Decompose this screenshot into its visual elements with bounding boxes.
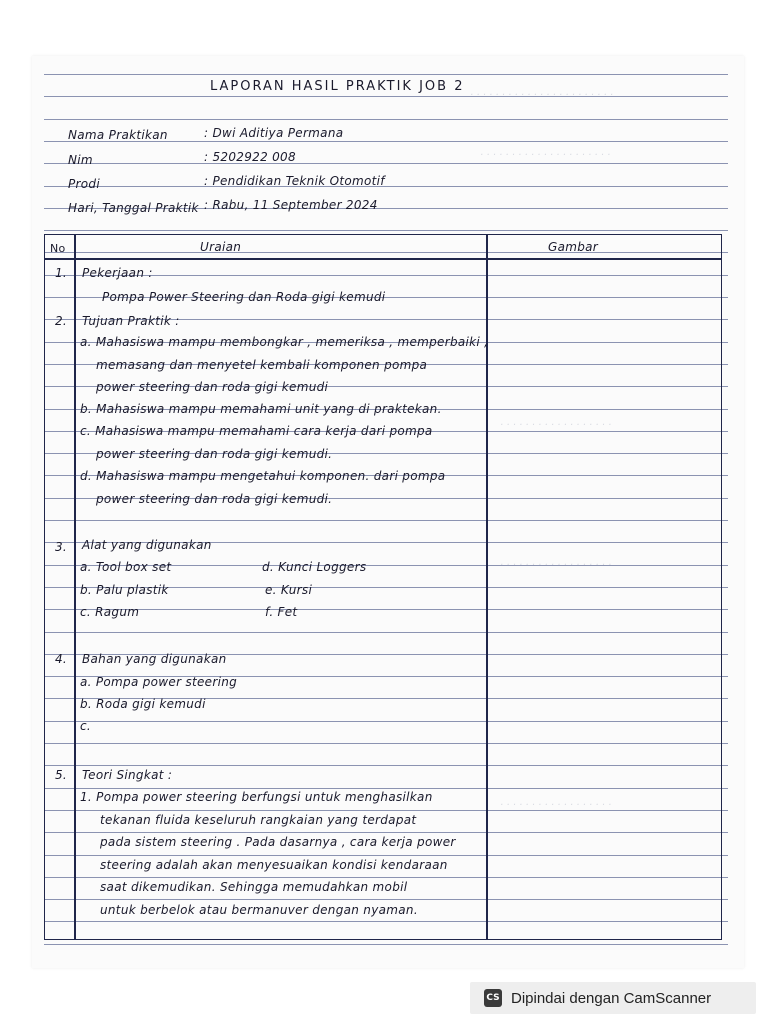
ruled-line: [44, 230, 728, 231]
camscanner-text: Dipindai dengan CamScanner: [511, 989, 712, 1007]
identity-value-name: : Dwi Aditiya Permana: [204, 126, 344, 140]
bleed-through-text: · · · · · · · · · · · · · · · · · ·: [500, 420, 612, 431]
text-line: tekanan fluida keseluruh rangkaian yang terdapat: [100, 813, 417, 827]
identity-label-name: Nama Praktikan: [68, 128, 168, 142]
bleed-through-text: · · · · · · · · · · · · · · · · · ·: [500, 560, 612, 571]
tool-item: c. Ragum: [80, 605, 140, 619]
section-heading-alat: Alat yang digunakan: [82, 538, 212, 552]
text-line: 1. Pompa power steering berfungsi untuk menghasilkan: [80, 790, 433, 804]
material-item: a. Pompa power steering: [80, 675, 238, 689]
section-number: 1.: [55, 266, 68, 280]
text-line: Pompa Power Steering dan Roda gigi kemudi: [102, 290, 386, 304]
text-line: c. Mahasiswa mampu memahami cara kerja dari pompa: [80, 424, 433, 438]
ruled-line: [44, 74, 728, 75]
text-line: untuk berbelok atau bermanuver dengan nyaman.: [100, 903, 418, 917]
tool-item: a. Tool box set: [80, 560, 172, 574]
section-heading-bahan: Bahan yang digunakan: [82, 652, 227, 666]
text-line: b. Mahasiswa mampu memahami unit yang di praktekan.: [80, 402, 442, 416]
camscanner-watermark: [470, 982, 756, 1014]
material-item: b. Roda gigi kemudi: [80, 697, 206, 711]
ruled-line: [44, 944, 728, 945]
identity-label-nim: Nim: [68, 153, 93, 167]
section-heading-tujuan: Tujuan Praktik :: [82, 314, 180, 328]
ruled-line: [44, 163, 728, 164]
bleed-through-text: · · · · · · · · · · · · · · · · · · · · ·: [480, 150, 611, 161]
table-header-divider: [44, 258, 722, 260]
report-title: LAPORAN HASIL PRAKTIK JOB 2: [210, 79, 465, 94]
identity-label-prodi: Prodi: [68, 177, 100, 191]
ruled-line: [44, 119, 728, 120]
identity-label-date: Hari, Tanggal Praktik: [68, 201, 199, 215]
ruled-line: [44, 96, 728, 97]
tool-item: b. Palu plastik: [80, 583, 169, 597]
section-number: 3.: [55, 540, 68, 554]
text-line: power steering dan roda gigi kemudi.: [96, 447, 333, 461]
text-line: d. Mahasiswa mampu mengetahui komponen. dari pompa: [80, 469, 446, 483]
table-header-uraian: Uraian: [200, 240, 242, 254]
ruled-line: [44, 186, 728, 187]
identity-value-prodi: : Pendidikan Teknik Otomotif: [204, 174, 385, 188]
material-item: c.: [80, 719, 92, 733]
text-line: memasang dan menyetel kembali komponen pompa: [96, 358, 428, 372]
section-number: 5.: [55, 768, 68, 782]
tool-item: e. Kursi: [265, 583, 313, 597]
tool-item: f. Fet: [265, 605, 298, 619]
identity-value-nim: : 5202922 008: [204, 150, 296, 164]
section-number: 2.: [55, 314, 68, 328]
text-line: pada sistem steering . Pada dasarnya , cara kerja power: [100, 835, 456, 849]
text-line: steering adalah akan menyesuaikan kondisi kendaraan: [100, 858, 448, 872]
text-line: saat dikemudikan. Sehingga memudahkan mobil: [100, 880, 408, 894]
text-line: power steering dan roda gigi kemudi.: [96, 492, 333, 506]
bleed-through-text: · · · · · · · · · · · · · · · · · · · · · · ·: [470, 90, 614, 101]
text-line: power steering dan roda gigi kemudi: [96, 380, 329, 394]
bleed-through-text: · · · · · · · · · · · · · · · · · ·: [500, 800, 612, 811]
section-heading-pekerjaan: Pekerjaan :: [82, 266, 153, 280]
section-number: 4.: [55, 652, 68, 666]
text-line: a. Mahasiswa mampu membongkar , memeriksa , memperbaiki ,: [80, 335, 489, 349]
tool-item: d. Kunci Loggers: [262, 560, 367, 574]
table-header-no: No: [50, 242, 66, 255]
section-heading-teori: Teori Singkat :: [82, 768, 173, 782]
identity-value-date: : Rabu, 11 September 2024: [204, 198, 378, 212]
column-divider-no: [74, 234, 76, 940]
table-header-gambar: Gambar: [548, 240, 599, 254]
camscanner-logo-icon: CS: [484, 989, 502, 1007]
